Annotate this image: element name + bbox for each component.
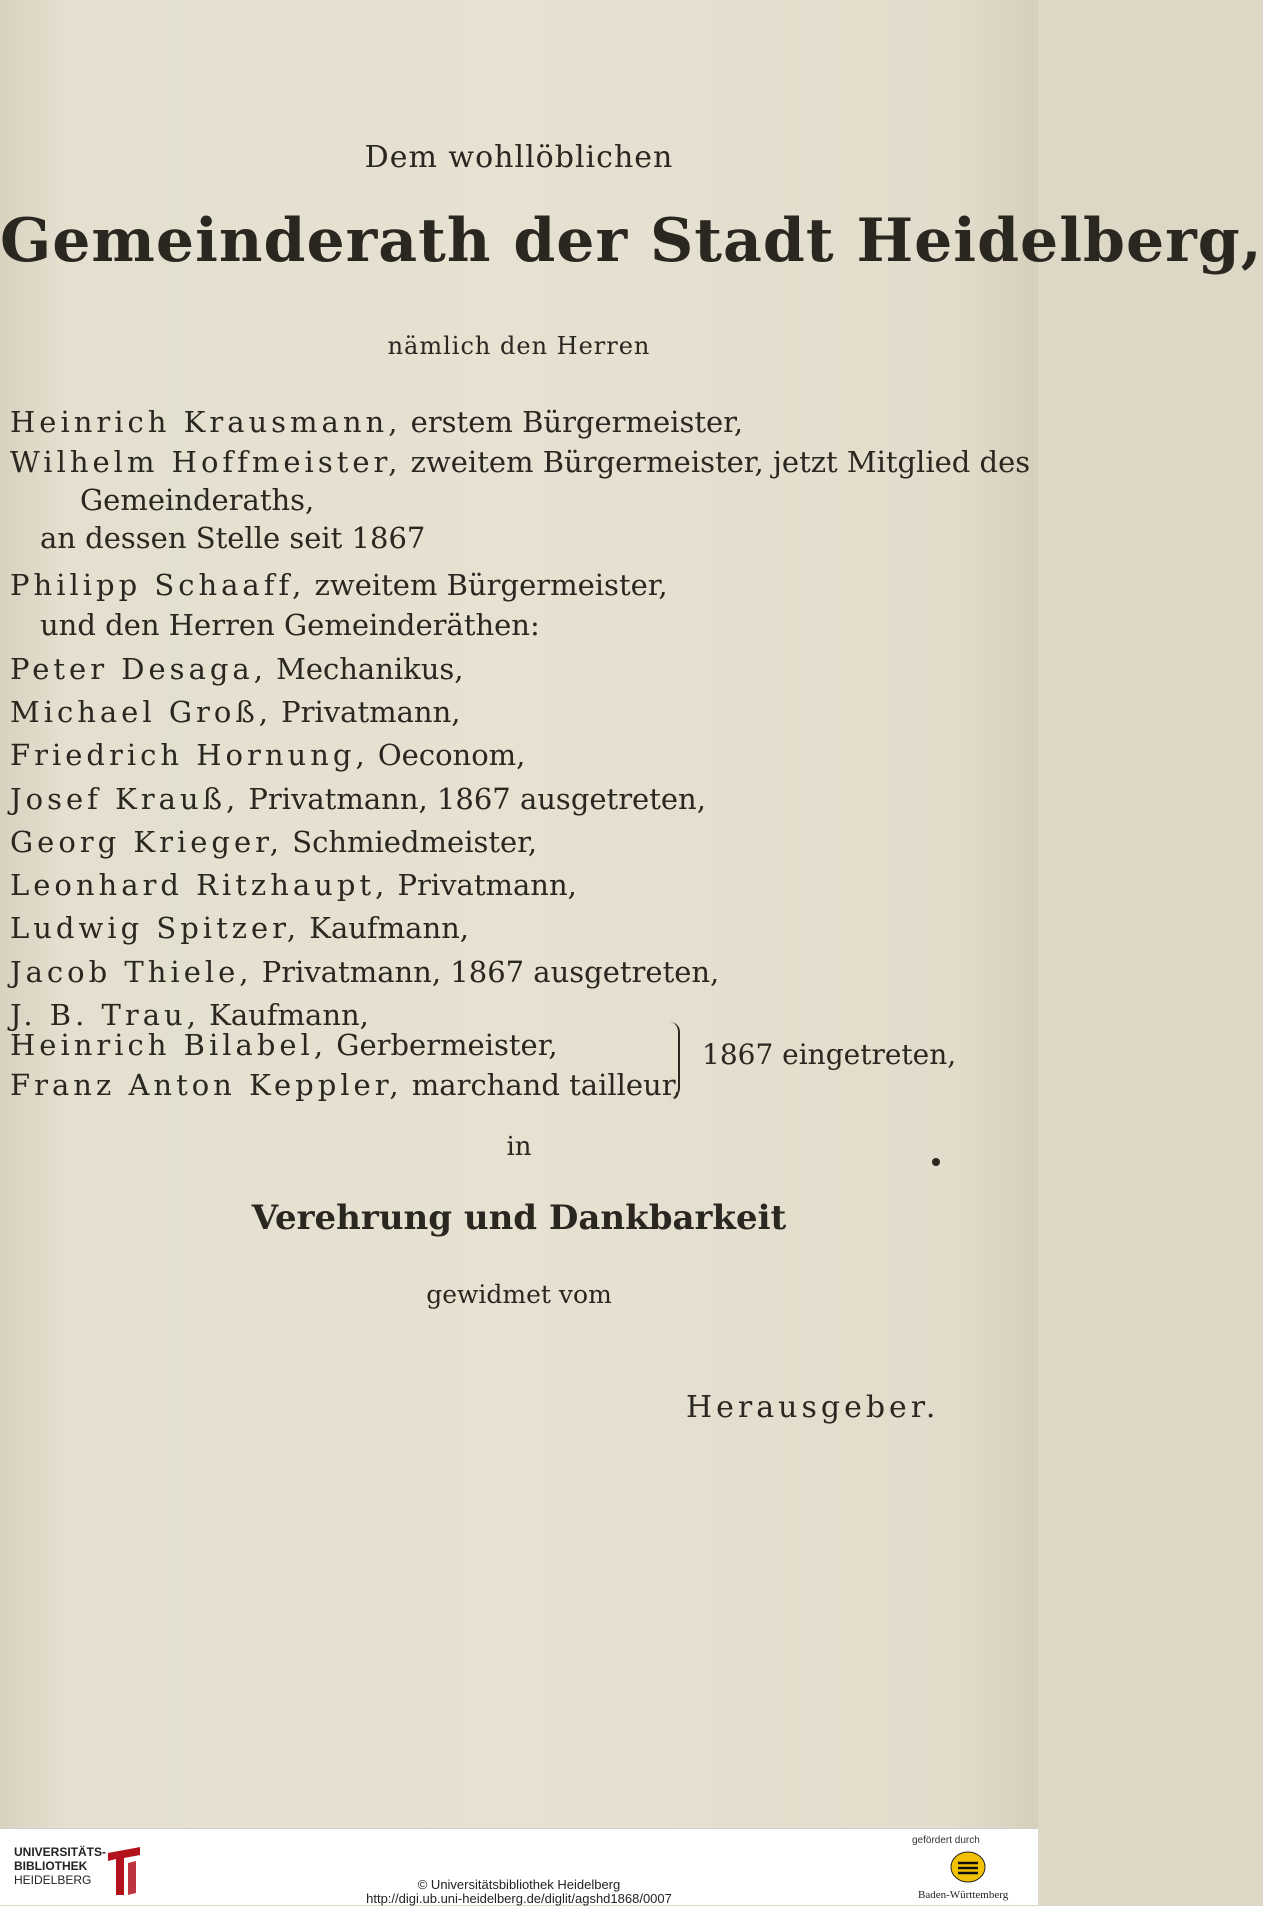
closing-gewidmet: gewidmet vom — [426, 1280, 612, 1309]
person-name: Ludwig Spitzer, — [10, 911, 301, 945]
funded-by-label: gefördert durch — [912, 1835, 980, 1846]
person-role: marchand tailleur, — [402, 1068, 682, 1102]
person-name: Heinrich Bilabel, — [10, 1028, 328, 1062]
list-item — [10, 1028, 558, 1062]
page-title: Gemeinderath der Stadt Heidelberg, — [0, 206, 1263, 276]
list-item — [10, 782, 706, 816]
person-name: Peter Desaga, — [10, 652, 267, 686]
person-name: J. B. Trau, — [10, 998, 200, 1032]
person-role: an dessen Stelle seit 1867 — [40, 521, 426, 555]
person-role: Privatmann, — [388, 868, 577, 902]
dedication-subtitle: nämlich den Herren — [387, 332, 651, 360]
list-item — [80, 483, 314, 517]
library-name-3: HEIDELBERG — [14, 1873, 92, 1887]
list-item — [10, 568, 668, 602]
person-role: und den Herren Gemeinderäthen: — [40, 608, 540, 642]
person-role: Kaufmann, — [199, 998, 369, 1032]
person-role: zweitem Bürgermeister, — [305, 568, 668, 602]
person-role: Oeconom, — [368, 738, 526, 772]
person-name: Philipp Schaaff, — [10, 568, 306, 602]
person-role: Privatmann, 1867 ausgetreten, — [239, 782, 706, 816]
list-item — [10, 445, 1030, 479]
funder-name: Baden-Württemberg — [918, 1889, 1009, 1901]
list-item — [10, 998, 369, 1032]
list-item — [10, 695, 460, 729]
person-role: erstem Bürgermeister, — [401, 405, 744, 439]
person-role: Kaufmann, — [300, 911, 470, 945]
person-role: Gemeinderaths, — [80, 483, 315, 517]
library-name-1: UNIVERSITÄTS- — [14, 1845, 107, 1859]
person-name: Wilhelm Hoffmeister, — [10, 445, 402, 479]
person-role: Gerbermeister, — [327, 1028, 558, 1062]
list-item — [10, 825, 537, 859]
footer-bar — [0, 1828, 1038, 1905]
library-name-2: BIBLIOTHEK — [14, 1859, 88, 1873]
person-name: Heinrich Krausmann, — [10, 405, 402, 439]
person-name: Georg Krieger, — [10, 825, 284, 859]
person-role: Schmiedmeister, — [283, 825, 538, 859]
list-item — [10, 652, 464, 686]
coat-of-arms-icon — [950, 1851, 986, 1883]
person-role: Mechanikus, — [266, 652, 464, 686]
person-name: Franz Anton Keppler, — [10, 1068, 403, 1102]
list-item — [40, 521, 425, 555]
closing-in: in — [506, 1132, 532, 1162]
person-role: Privatmann, 1867 ausgetreten, — [252, 955, 720, 989]
list-item — [10, 738, 525, 772]
bracket-note: 1867 eingetreten, — [702, 1038, 957, 1071]
closing-herausgeber: Herausgeber. — [686, 1390, 940, 1425]
brace-bracket — [668, 1022, 680, 1098]
person-name: Friedrich Hornung, — [10, 738, 369, 772]
source-url-link[interactable]: http://digi.ub.uni-heidelberg.de/diglit/agshd1868/0007 — [366, 1891, 672, 1906]
copyright-text: © Universitätsbibliothek Heidelberg — [417, 1877, 621, 1892]
ink-dot — [932, 1158, 940, 1166]
person-name: Leonhard Ritzhaupt, — [10, 868, 389, 902]
list-item — [40, 608, 540, 642]
list-item — [10, 911, 469, 945]
list-item — [10, 1068, 682, 1102]
person-role: zweitem Bürgermeister, jetzt Mitglied des — [401, 445, 1031, 479]
person-name: Michael Groß, — [10, 695, 272, 729]
list-item — [10, 405, 743, 439]
person-name: Josef Krauß, — [10, 782, 240, 816]
closing-verehrung: Verehrung und Dankbarkeit — [251, 1198, 787, 1238]
dedication-line: Dem wohllöblichen — [364, 140, 674, 175]
person-role: Privatmann, — [271, 695, 461, 729]
person-name: Jacob Thiele, — [10, 955, 253, 989]
list-item — [10, 955, 719, 989]
list-item — [10, 868, 577, 902]
